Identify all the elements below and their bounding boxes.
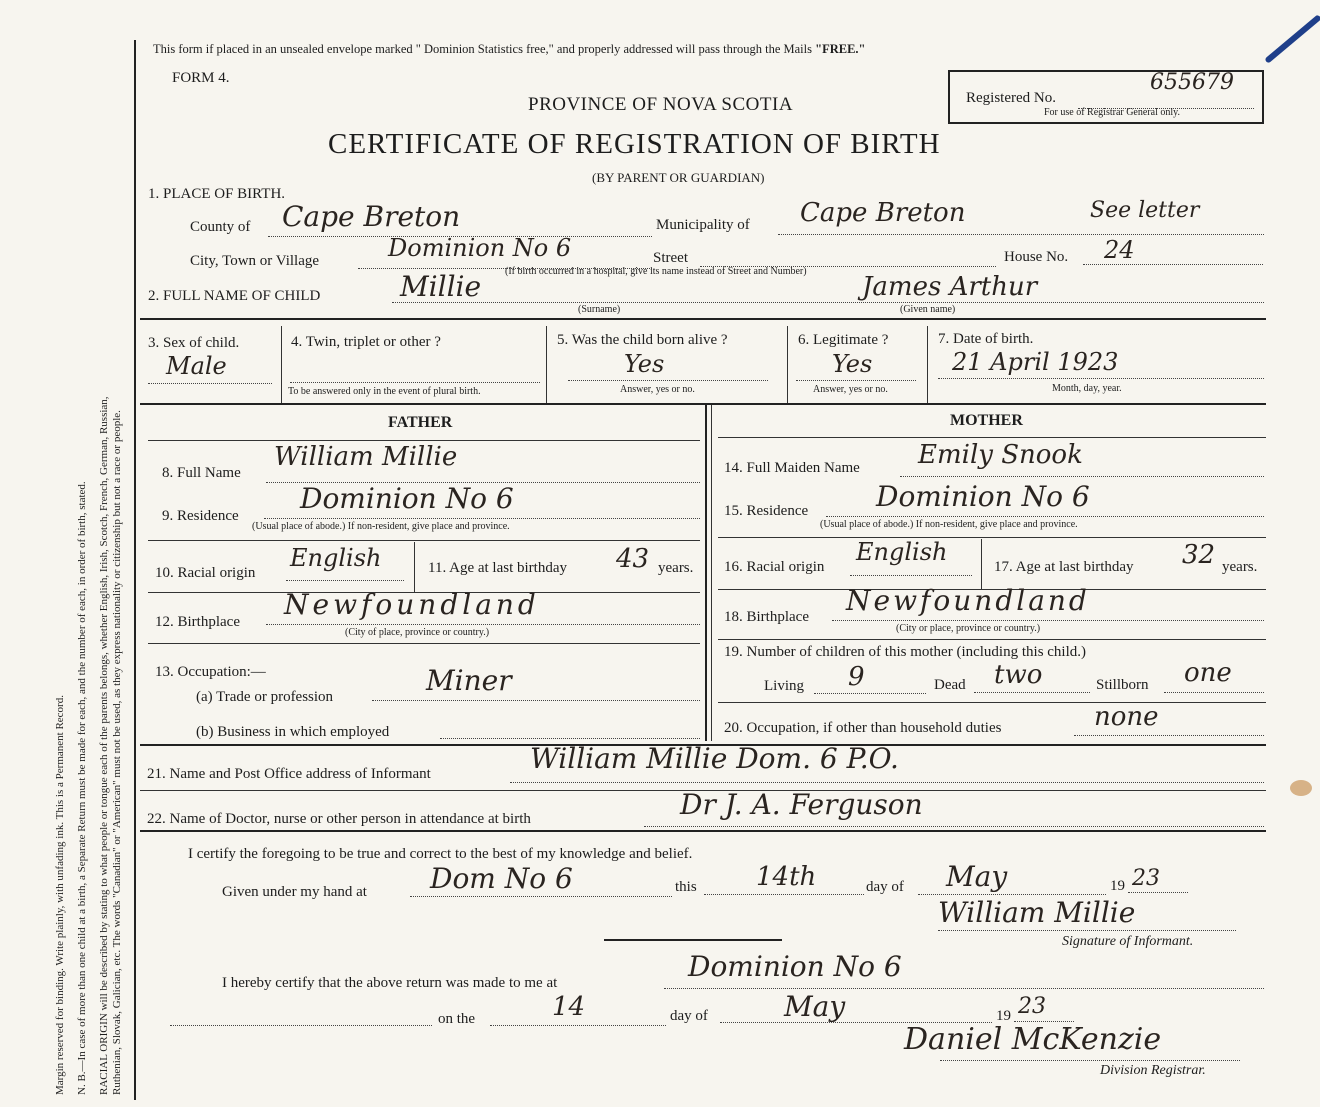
child-name-line bbox=[392, 302, 1264, 303]
father-business-label: (b) Business in which employed bbox=[196, 724, 390, 740]
hospital-note: (If birth occurred in a hospital, give its name instead of Street and Number) bbox=[505, 266, 807, 277]
father-race-value: English bbox=[290, 544, 382, 572]
on-the-label: on the bbox=[438, 1011, 476, 1027]
signature-caption: Signature of Informant. bbox=[1062, 934, 1194, 949]
father-race-divider bbox=[414, 542, 415, 592]
mother-rule-2 bbox=[718, 537, 1266, 538]
alive-line bbox=[568, 380, 768, 381]
mother-rule-1 bbox=[718, 437, 1266, 438]
registrar-day: 14 bbox=[552, 992, 586, 1022]
mother-children-label: 19. Number of children of this mother (including this child.) bbox=[724, 644, 1087, 660]
province-heading: PROVINCE OF NOVA SCOTIA bbox=[528, 94, 794, 115]
ink-mark bbox=[1264, 14, 1320, 64]
divider-3-4 bbox=[281, 326, 282, 404]
this-label: this bbox=[675, 879, 697, 895]
doctor-line bbox=[644, 826, 1264, 827]
given-place-line bbox=[410, 896, 672, 897]
dob-value: 21 April 1923 bbox=[952, 348, 1119, 376]
cert-year-suffix: 23 bbox=[1132, 866, 1160, 891]
father-occ-label: 13. Occupation:— bbox=[155, 664, 266, 680]
mother-age-label: 17. Age at last birthday bbox=[994, 559, 1134, 575]
dob-caption: Month, day, year. bbox=[1052, 383, 1122, 394]
father-age-label: 11. Age at last birthday bbox=[428, 560, 567, 576]
paper-stain bbox=[1290, 780, 1312, 796]
legit-label: 6. Legitimate ? bbox=[798, 332, 889, 348]
twin-label: 4. Twin, triplet or other ? bbox=[291, 334, 441, 350]
father-trade-label: (a) Trade or profession bbox=[196, 689, 334, 705]
cert-separator bbox=[604, 939, 782, 941]
form-number: FORM 4. bbox=[172, 70, 230, 86]
house-label: House No. bbox=[1004, 249, 1069, 265]
registrar-lead-line bbox=[170, 1025, 432, 1026]
father-age-value: 43 bbox=[616, 544, 650, 574]
registration-box bbox=[948, 70, 1264, 124]
mother-birth-note: (City or place, province or country.) bbox=[896, 623, 1041, 634]
mother-birth-value: Newfoundland bbox=[846, 584, 1090, 617]
margin-note-multiple-births: N. B.—In case of more than one child at a birth, a Separate Return must be made for each, and the number of each, in order of birth, stated. bbox=[76, 481, 88, 1095]
page-title: CERTIFICATE OF REGISTRATION OF BIRTH bbox=[328, 128, 941, 160]
mother-res-label: 15. Residence bbox=[724, 503, 809, 519]
margin-note-binding: Margin reserved for binding. Write plainly, with unfading ink. This is a Permanent Record. bbox=[54, 695, 66, 1095]
mother-race-label: 16. Racial origin bbox=[724, 559, 825, 575]
father-heading: FATHER bbox=[388, 414, 453, 431]
father-res-note: (Usual place of abode.) If non-resident, give place and province. bbox=[252, 521, 510, 532]
mother-age-value: 32 bbox=[1182, 540, 1216, 570]
cert-month: May bbox=[946, 860, 1008, 893]
twin-line bbox=[290, 382, 540, 383]
father-birth-line bbox=[266, 624, 700, 625]
mother-years: years. bbox=[1222, 559, 1258, 575]
city-label: City, Town or Village bbox=[190, 253, 320, 269]
month-line bbox=[918, 894, 1106, 895]
margin-border bbox=[134, 40, 136, 1100]
mother-birth-label: 18. Birthplace bbox=[724, 609, 809, 625]
dob-line bbox=[938, 378, 1264, 379]
alive-value: Yes bbox=[624, 350, 665, 378]
mother-occ-value: none bbox=[1094, 702, 1159, 732]
given-label: Given under my hand at bbox=[222, 884, 367, 900]
legit-caption: Answer, yes or no. bbox=[813, 384, 888, 395]
county-label: County of bbox=[190, 219, 251, 235]
city-value: Dominion No 6 bbox=[388, 234, 572, 262]
child-given-name: James Arthur bbox=[862, 272, 1038, 302]
mother-name-line bbox=[900, 476, 1264, 477]
margin-note-racial-origin: RACIAL ORIGIN will be described by stating to what people or tongue each of the parents belongs, whether English, Irish, Scotch, French, German, Russian, bbox=[98, 396, 110, 1095]
father-name-label: 8. Full Name bbox=[162, 465, 241, 481]
divider-4-5 bbox=[546, 326, 547, 404]
father-rule-4 bbox=[148, 643, 700, 644]
mother-heading: MOTHER bbox=[950, 412, 1023, 429]
municipality-line bbox=[778, 234, 1264, 235]
municipality-label: Municipality of bbox=[656, 217, 750, 233]
this-day: 14th bbox=[756, 862, 817, 892]
given-caption: (Given name) bbox=[900, 304, 956, 315]
father-trade-line bbox=[372, 700, 700, 701]
dob-label: 7. Date of birth. bbox=[938, 331, 1034, 347]
mother-rule-5 bbox=[718, 702, 1266, 703]
legit-line bbox=[796, 380, 916, 381]
cert-year-prefix: 19 bbox=[1110, 878, 1125, 894]
dead-label: Dead bbox=[934, 677, 966, 693]
registrar-signature: Daniel McKenzie bbox=[904, 1022, 1162, 1057]
doctor-value: Dr J. A. Ferguson bbox=[680, 788, 923, 821]
margin-note-racial-origin-cont: Ruthenian, Slovak, Galician, etc. The words "Canadian" or "American" must not be used, as they express nationality or citizenship but not a race or people. bbox=[111, 410, 123, 1095]
stillborn-line bbox=[1164, 692, 1264, 693]
house-value: 24 bbox=[1104, 236, 1135, 264]
surname-caption: (Surname) bbox=[578, 304, 621, 315]
sex-label: 3. Sex of child. bbox=[148, 335, 240, 351]
father-res-value: Dominion No 6 bbox=[300, 482, 514, 515]
registrar-note: For use of Registrar General only. bbox=[1044, 107, 1180, 118]
rule-top-row bbox=[140, 318, 1266, 320]
rule-cert-top bbox=[140, 830, 1266, 832]
informant-label: 21. Name and Post Office address of Informant bbox=[147, 766, 431, 782]
twin-note: To be answered only in the event of plural birth. bbox=[288, 386, 481, 397]
cert-statement: I certify the foregoing to be true and correct to the best of my knowledge and belief. bbox=[188, 846, 693, 862]
mother-name-value: Emily Snook bbox=[918, 440, 1083, 470]
alive-caption: Answer, yes or no. bbox=[620, 384, 695, 395]
father-race-line bbox=[286, 580, 404, 581]
registrar-year-suffix: 23 bbox=[1018, 994, 1046, 1019]
this-day-line bbox=[704, 894, 864, 895]
municipality-value: Cape Breton bbox=[800, 198, 966, 228]
registrar-month: May bbox=[784, 990, 846, 1023]
place-heading: 1. PLACE OF BIRTH. bbox=[148, 186, 286, 202]
father-birth-value: Newfoundland bbox=[284, 588, 540, 621]
doctor-label: 22. Name of Doctor, nurse or other person in attendance at birth bbox=[147, 811, 531, 827]
father-res-line bbox=[264, 518, 700, 519]
sex-value: Male bbox=[166, 352, 227, 380]
mother-name-label: 14. Full Maiden Name bbox=[724, 460, 860, 476]
registered-number: 655679 bbox=[1150, 70, 1234, 95]
living-value: 9 bbox=[848, 662, 865, 692]
stillborn-value: one bbox=[1184, 658, 1232, 688]
house-line bbox=[1083, 264, 1263, 265]
divider-6-7 bbox=[927, 326, 928, 404]
registrar-statement: I hereby certify that the above return was made to me at bbox=[222, 975, 558, 991]
registrar-day-line bbox=[490, 1025, 666, 1026]
postal-free: "FREE." bbox=[815, 42, 866, 56]
mother-occ-label: 20. Occupation, if other than household duties bbox=[724, 720, 1002, 736]
father-res-label: 9. Residence bbox=[162, 508, 239, 524]
cert-year-line bbox=[1128, 892, 1188, 893]
registrar-year-prefix: 19 bbox=[996, 1008, 1011, 1024]
registrar-place-line bbox=[664, 988, 1264, 989]
county-value: Cape Breton bbox=[282, 200, 461, 233]
legit-value: Yes bbox=[832, 350, 873, 378]
dead-line bbox=[974, 692, 1090, 693]
mother-birth-line bbox=[832, 620, 1264, 621]
mother-race-divider bbox=[981, 539, 982, 589]
postal-note-text: This form if placed in an unsealed envelope marked " Dominion Statistics free," and properly addressed will pass through the Mails bbox=[153, 42, 812, 56]
father-name-value: William Millie bbox=[274, 442, 458, 472]
registered-label: Registered No. bbox=[966, 90, 1056, 106]
father-years: years. bbox=[658, 560, 694, 576]
dead-value: two bbox=[994, 660, 1043, 690]
father-trade-value: Miner bbox=[426, 664, 512, 697]
parents-divider-inner bbox=[711, 405, 712, 741]
informant-line bbox=[510, 782, 1264, 783]
street-label: Street bbox=[653, 250, 688, 266]
registrar-signature-line bbox=[940, 1060, 1240, 1061]
alive-label: 5. Was the child born alive ? bbox=[557, 332, 728, 348]
living-label: Living bbox=[764, 678, 804, 694]
father-business-line bbox=[440, 738, 700, 739]
mother-race-value: English bbox=[856, 538, 948, 566]
mother-occ-line bbox=[1074, 735, 1264, 736]
father-birth-label: 12. Birthplace bbox=[155, 614, 240, 630]
registrar-day-of-label: day of bbox=[670, 1008, 708, 1024]
parents-divider bbox=[705, 405, 707, 741]
sex-line bbox=[148, 383, 272, 384]
rule-parents-top bbox=[140, 403, 1266, 405]
registrar-caption: Division Registrar. bbox=[1100, 1063, 1206, 1078]
child-name-label: 2. FULL NAME OF CHILD bbox=[148, 288, 321, 304]
mother-race-line bbox=[850, 575, 972, 576]
mother-res-value: Dominion No 6 bbox=[876, 480, 1090, 513]
page-subtitle: (BY PARENT OR GUARDIAN) bbox=[592, 170, 765, 185]
postal-note bbox=[153, 42, 865, 57]
mother-res-note: (Usual place of abode.) If non-resident, give place and province. bbox=[820, 519, 1078, 530]
given-place: Dom No 6 bbox=[430, 862, 573, 895]
divider-5-6 bbox=[787, 326, 788, 404]
mother-res-line bbox=[826, 516, 1264, 517]
living-line bbox=[814, 693, 926, 694]
informant-signature: William Millie bbox=[938, 896, 1136, 929]
day-of-label: day of bbox=[866, 879, 904, 895]
informant-value: William Millie Dom. 6 P.O. bbox=[530, 742, 899, 775]
registrar-place: Dominion No 6 bbox=[688, 950, 902, 983]
father-rule-1 bbox=[148, 440, 700, 441]
municipality-extra: See letter bbox=[1090, 198, 1200, 223]
informant-signature-line bbox=[938, 930, 1236, 931]
father-race-label: 10. Racial origin bbox=[155, 565, 256, 581]
mother-rule-4 bbox=[718, 639, 1266, 640]
father-birth-note: (City of place, province or country.) bbox=[345, 627, 490, 638]
father-rule-2 bbox=[148, 540, 700, 541]
stillborn-label: Stillborn bbox=[1096, 677, 1149, 693]
child-surname: Millie bbox=[400, 270, 482, 303]
